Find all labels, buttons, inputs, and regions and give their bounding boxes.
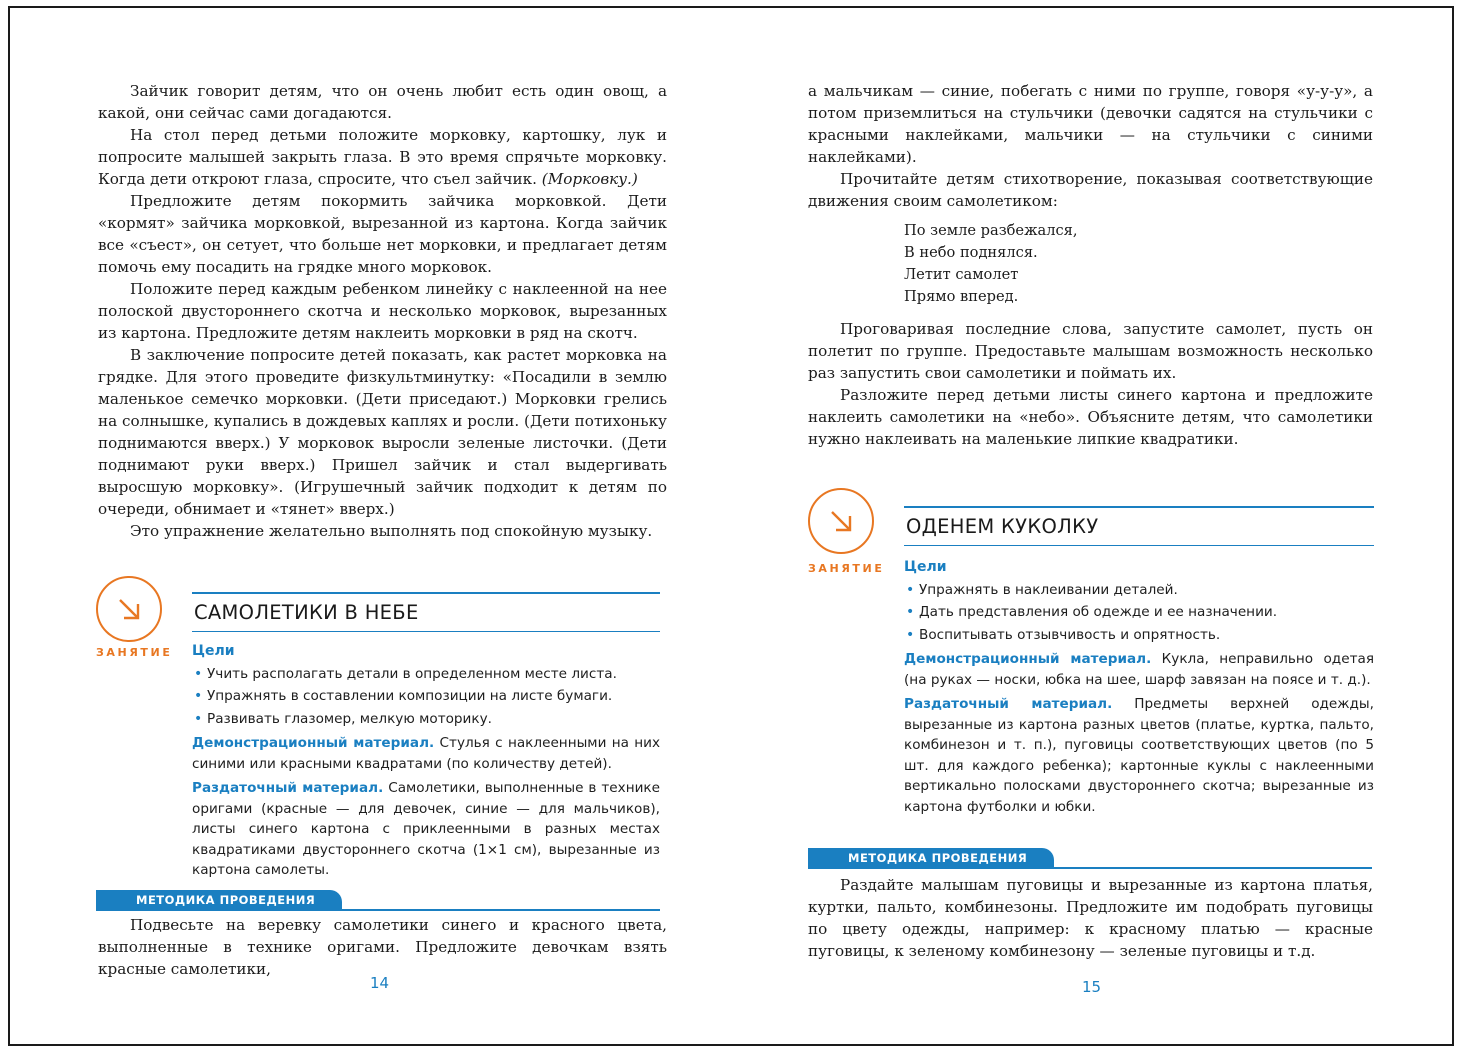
list-item: • Развивать глазомер, мелкую моторику. [192, 709, 660, 730]
page-number-left: 14 [370, 974, 390, 992]
left-lesson-body [192, 641, 660, 885]
method-tab: МЕТОДИКА ПРОВЕДЕНИЯ [808, 848, 1054, 868]
right-top-text [808, 80, 1373, 450]
paragraph: Проговаривая последние слова, запустите самолет, пусть он полетит по группе. Предоставьте малышам возможность несколько раз запустить свои самолетики и поймать их. [808, 320, 1373, 382]
lesson-title-box [192, 592, 660, 632]
arrow-down-right-icon [826, 506, 856, 536]
left-intro-text [98, 80, 667, 542]
lesson-icon-circle [96, 576, 162, 642]
paragraph: Прочитайте детям стихотворение, показывая соответствующие движения своим самолетиком: [808, 170, 1373, 210]
goals-list [192, 664, 660, 730]
poem-line: Летит самолет [904, 266, 1019, 283]
lesson-title: САМОЛЕТИКИ В НЕБЕ [194, 601, 419, 624]
right-method-text [808, 874, 1373, 962]
list-item: • Упражнять в наклеивании деталей. [904, 580, 1374, 601]
poem [808, 220, 1373, 308]
paragraph: а мальчикам — синие, побегать с ними по группе, говоря «у-у-у», а потом приземлиться на стульчики (девочки садятся на стульчики с красными наклейками, мальчики — на стульчики с синими наклейками). [808, 82, 1373, 166]
left-method-text [98, 914, 667, 980]
demo-material: Демонстрационный материал. Кукла, неправильно одетая (на руках — носки, юбка на шее, шарф завязан на поясе и т. д.). [904, 651, 1374, 688]
paragraph: Раздайте малышам пуговицы и вырезанные из картона платья, куртки, пальто, комбинезоны. Предложите им подобрать пуговицы по цвету одежды, например: к красному платью — красные пуговицы, к зеленому комбинезону — зеленые пуговицы и т.д. [808, 876, 1373, 960]
paragraph: Разложите перед детьми листы синего картона и предложите наклеить самолетики на «небо». Объясните детям, что самолетики нужно наклеивать на маленькие липкие квадратики. [808, 386, 1373, 448]
paragraph: В заключение попросите детей показать, как растет морковка на грядке. Для этого проведите физкультминутку: «Посадили в землю маленькое семечко морковки. (Дети приседают.) Морковки грелись на солнышке, купались в дождевых каплях и росли. (Дети потихоньку поднимаются вверх.) У морковок выросли зеленые листочки. (Дети поднимают руки вверх.) Пришел зайчик и стал выдергивать выросшую морковку». (Игрушечный зайчик подходит к детям по очереди, обнимает и «тянет» вверх.) [98, 346, 667, 518]
paragraph: Подвесьте на веревку самолетики синего и красного цвета, выполненные в технике оригами. Предложите девочкам взять красные самолетики, [98, 916, 667, 978]
list-item: • Упражнять в составлении композиции на листе бумаги. [192, 686, 660, 707]
demo-label: Демонстрационный материал. [904, 651, 1152, 667]
lesson-icon-circle [808, 488, 874, 554]
lesson-title: ОДЕНЕМ КУКОЛКУ [906, 515, 1099, 538]
paragraph: Это упражнение желательно выполнять под спокойную музыку. [130, 522, 653, 540]
goals-heading: Цели [904, 559, 947, 575]
list-item: • Воспитывать отзывчивость и опрятность. [904, 625, 1374, 646]
list-item: • Учить располагать детали в определенном месте листа. [192, 664, 660, 685]
demo-label: Демонстрационный материал. [192, 735, 435, 751]
lesson-label: ЗАНЯТИЕ [808, 562, 885, 575]
lesson-label: ЗАНЯТИЕ [96, 646, 173, 659]
goals-list [904, 580, 1374, 646]
demo-material: Демонстрационный материал. Стулья с наклеенными на них синими или красными квадратами (по количеству детей). [192, 735, 661, 772]
page-number-right: 15 [1082, 978, 1102, 996]
method-tab-line [96, 909, 660, 911]
arrow-down-right-icon [114, 594, 144, 624]
handout-material: Раздаточный материал. Предметы верхней одежды, вырезанные из картона разных цветов (платье, куртка, пальто, комбинезон и т. п.), пуговицы соответствующих цветов (по 5 шт. для каждого ребенка); картонные куклы с наклеенными вертикально полосками двустороннего скотча; вырезанные из картона футболки и юбки. [904, 696, 1374, 815]
method-tab-line [808, 867, 1372, 869]
poem-line: По земле разбежался, [904, 222, 1078, 239]
book-spread [8, 6, 1454, 1046]
poem-line: Прямо вперед. [904, 288, 1019, 305]
right-lesson-body [904, 557, 1374, 821]
goals-heading: Цели [192, 643, 235, 659]
method-tab: МЕТОДИКА ПРОВЕДЕНИЯ [96, 890, 342, 910]
lesson-title-box [904, 506, 1374, 546]
paragraph: Зайчик говорит детям, что он очень любит есть один овощ, а какой, они сейчас сами догадаются. [98, 82, 667, 122]
list-item: • Дать представления об одежде и ее назначении. [904, 602, 1374, 623]
answer-italic: (Морковку.) [541, 170, 638, 188]
handout-material: Раздаточный материал. Самолетики, выполненные в технике оригами (красные — для девочек, синие — для мальчиков), листы синего картона с приклеенными в разных местах квадратиками двустороннего скотча (1×1 см), вырезанные из картона самолеты. [192, 780, 660, 878]
poem-line: В небо поднялся. [904, 244, 1038, 261]
paragraph: Положите перед каждым ребенком линейку с наклеенной на нее полоской двустороннего скотча и несколько морковок, вырезанных из картона. Предложите детям наклеить морковки в ряд на скотч. [98, 280, 667, 342]
handout-label: Раздаточный материал. [192, 780, 384, 796]
handout-label: Раздаточный материал. [904, 696, 1113, 712]
paragraph: Предложите детям покормить зайчика морковкой. Дети «кормят» зайчика морковкой, вырезанной из картона. Когда зайчик все «съест», он сетует, что больше нет морковки, и предлагает детям помочь ему посадить на грядке много морковок. [98, 192, 667, 276]
paragraph: На стол перед детьми положите морковку, картошку, лук и попросите малышей закрыть глаза. В это время спрячьте морковку. Когда дети откроют глаза, спросите, что съел зайчик. (Морковку.) [98, 126, 667, 188]
